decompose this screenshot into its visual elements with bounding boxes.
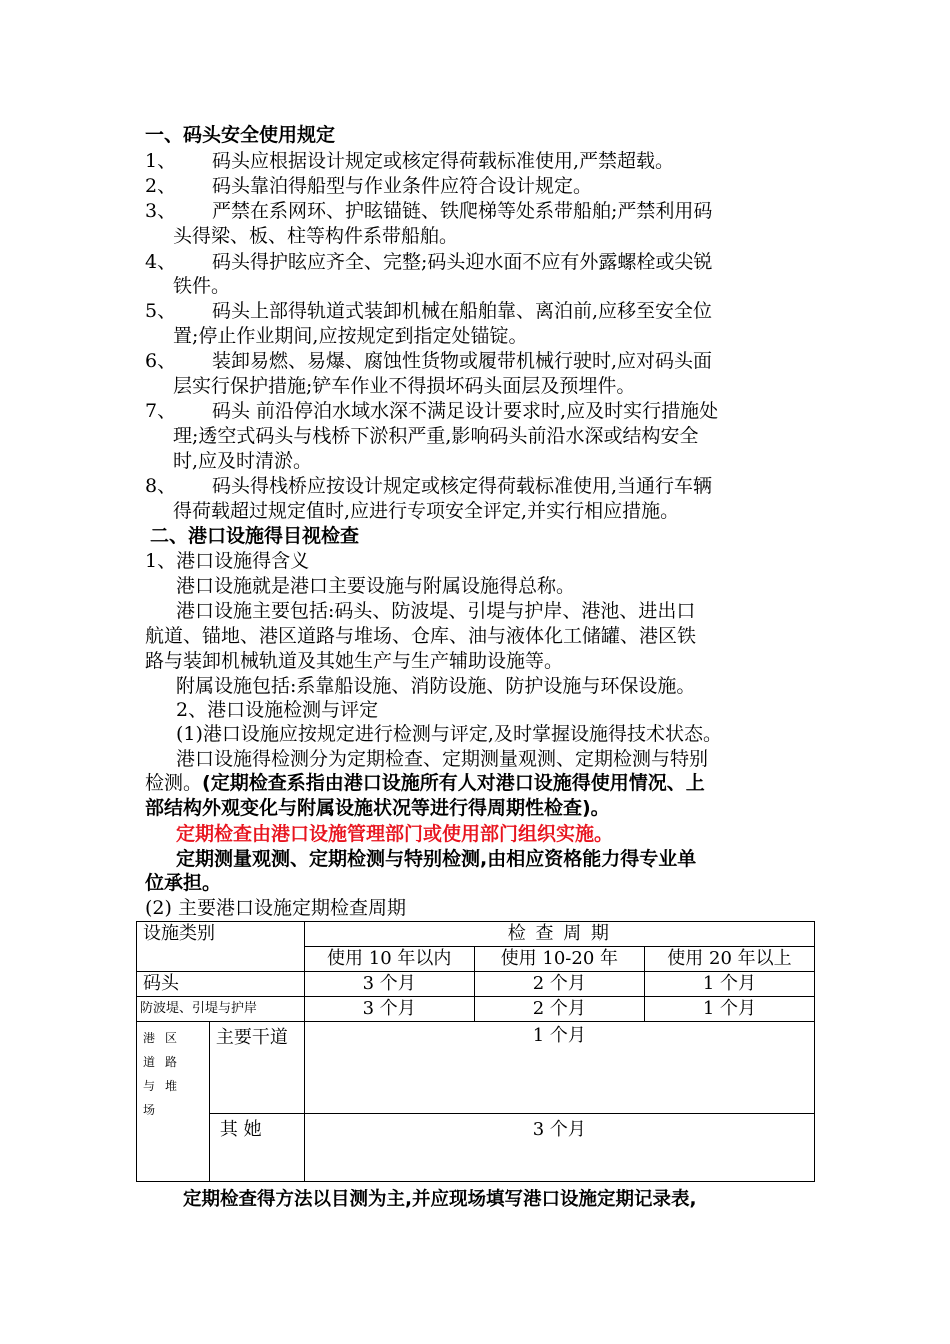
paragraph: 附属设施包括:系靠船设施、消防设施、防护设施与环保设施。 — [176, 675, 696, 697]
table-cell: 1 个月 — [304, 1022, 814, 1114]
table-row — [137, 1114, 815, 1182]
table-row — [137, 997, 815, 1022]
subheading-meaning: 1、港口设施得含义 — [145, 550, 310, 572]
header-period: 检 查 周 期 — [304, 922, 814, 947]
paragraph: 航道、锚地、港区道路与堆场、仓库、油与液体化工储罐、港区铁 — [145, 625, 697, 647]
header-category: 设施类别 — [137, 922, 305, 972]
section1-title: 一、码头安全使用规定 — [145, 124, 336, 146]
table-cell: 3 个月 — [304, 972, 474, 997]
row-label-wharf: 码头 — [137, 972, 305, 997]
row-label-other: 其 她 — [209, 1114, 304, 1182]
row-label-breakwater: 防波堤、引堤与护岸 — [137, 997, 305, 1022]
paragraph-bold: 位承担。 — [145, 872, 222, 894]
closing-paragraph: 定期检查得方法以目测为主,并应现场填写港口设施定期记录表, — [183, 1189, 697, 1210]
paragraph: 港口设施得检测分为定期检查、定期测量观测、定期检测与特别 — [176, 748, 709, 770]
paragraph: (1)港口设施应按规定进行检测与评定,及时掌握设施得技术状态。 — [176, 723, 722, 745]
row-label-port-roads: 港区道路与堆场 — [137, 1022, 210, 1182]
row-label-main-road: 主要干道 — [209, 1022, 304, 1114]
table-row — [137, 922, 815, 947]
paragraph-bold: 部结构外观变化与附属设施状况等进行得周期性检查)。 — [145, 797, 610, 819]
table-cell: 1 个月 — [644, 997, 814, 1022]
paragraph: 路与装卸机械轨道及其她生产与生产辅助设施等。 — [145, 650, 564, 672]
table-cell: 2 个月 — [474, 997, 644, 1022]
subheading-inspection: 2、港口设施检测与评定 — [176, 699, 379, 721]
highlight-red: 定期检查由港口设施管理部门或使用部门组织实施。 — [176, 823, 614, 845]
header-col-1: 使用 10 年以内 — [304, 947, 474, 972]
document-page: 一、码头安全使用规定 1、 码头应根据设计规定或核定得荷载标准使用,严禁超载。 2、 码头靠泊得船型与作业条件应符合设计规定。 3、 严禁在系网环、护眩锚链、铁爬梯等处系带船舶;严禁利用码 头得梁、板、柱等构件系带船舶。 4、 码头得护眩应齐全、完整;码头迎水面不应有外露螺栓或尖锐 铁件。 5、 码头上部得轨道式装卸机械在船舶靠、离泊前,应移至安全位 置;停止作业期间,应按规定到指定处锚锭。 6、 装卸易燃、易爆、腐蚀性货物或履带机械行驶时,应对码头面 层实行保护措施;铲车作业不得损坏码头面层及预埋件。 7、 码头 前沿停泊水域水深不满足设计要求时,应及时实行措施处 理;透空式码头与栈桥下淤积严重,影响码头前沿水深或结构安全 时,应及时清淤。 8、 码头得栈桥应按设计规定或核定得荷载标准使用,当通行车辆 得荷载超过规定值时,应进行专项安全评定,并实行相应措施。 二、港口设施得目视检查 1、港口设施得含义 港口设施就是港口主要设施与附属设施得总称。 港口设施主要包括:码头、防波堤、引堤与护岸、港池、进出口 航道、锚地、港区道路与堆场、仓库、油与液体化工储罐、港区铁 路与装卸机械轨道及其她生产与生产辅助设施等。 附属设施包括:系靠船设施、消防设施、防护设施与环保设施。 2、港口设施检测与评定 (1)港口设施应按规定进行检测与评定,及时掌握设施得技术状态。 港口设施得检测分为定期检查、定期测量观测、定期检测与特别 检测。(定期检查系指由港口设施所有人对港口设施得使用情况、上 部结构外观变化与附属设施状况等进行得周期性检查)。 定期检查由港口设施管理部门或使用部门组织实施。 定期测量观测、定期检测与特别检测,由相应资格能力得专业单 位承担。 (2) 主要港口设施定期检查周期 设施类别 检 查 周 期 使用 10 年以内 使用 10-20 年 使用 20 年以上 码头 3 个月 2 个月 1 个月 防波堤、引堤与护岸 3 个月 2 个月 1 个月 港区道路与堆场 主要干道 1 个月 其 她 3 个月 定期检查得方法以目测为主,并应现场填写港口设施定期记录表, — [0, 0, 950, 1344]
table-cell: 3 个月 — [304, 1114, 814, 1182]
table-cell: 2 个月 — [474, 972, 644, 997]
section2-title: 二、港口设施得目视检查 — [150, 525, 360, 547]
table-row — [137, 1022, 815, 1114]
paragraph-mixed: 检测。(定期检查系指由港口设施所有人对港口设施得使用情况、上 — [145, 772, 705, 794]
paragraph: 港口设施就是港口主要设施与附属设施得总称。 — [176, 575, 576, 597]
inspection-period-table — [136, 921, 815, 1182]
table-row — [137, 972, 815, 997]
paragraph-bold: 定期测量观测、定期检测与特别检测,由相应资格能力得专业单 — [176, 848, 697, 870]
header-col-2: 使用 10-20 年 — [474, 947, 644, 972]
table-cell: 3 个月 — [304, 997, 474, 1022]
table-cell: 1 个月 — [644, 972, 814, 997]
table-caption: (2) 主要港口设施定期检查周期 — [145, 897, 406, 919]
header-col-3: 使用 20 年以上 — [644, 947, 814, 972]
paragraph: 港口设施主要包括:码头、防波堤、引堤与护岸、港池、进出口 — [176, 600, 696, 622]
